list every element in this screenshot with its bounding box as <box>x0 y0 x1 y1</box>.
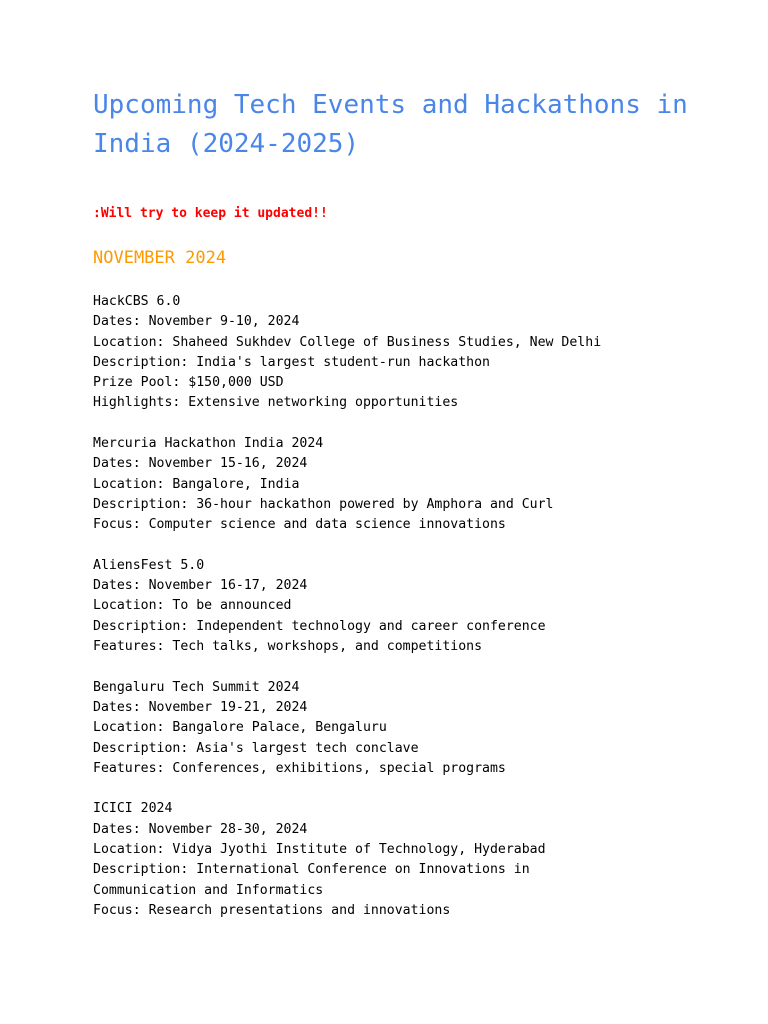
event-name: Mercuria Hackathon India 2024 <box>93 436 324 452</box>
event-location: Location: Bangalore, India <box>93 476 300 492</box>
event-description: Description: International Conference on Innovations in <box>93 862 530 878</box>
event-features: Features: Tech talks, workshops, and competitions <box>93 639 483 655</box>
event-prize-pool: Prize Pool: $150,000 USD <box>93 375 284 391</box>
event-location: Location: Shaheed Sukhdev College of Business Studies, New Delhi <box>93 334 602 350</box>
event-features: Features: Conferences, exhibitions, special programs <box>93 760 506 776</box>
event-dates: Dates: November 9-10, 2024 <box>93 314 300 330</box>
event-focus: Focus: Research presentations and innovations <box>93 902 451 918</box>
event-name: Bengaluru Tech Summit 2024 <box>93 679 300 695</box>
event-description: Description: Independent technology and career conference <box>93 618 546 634</box>
event-name: ICICI 2024 <box>93 801 173 817</box>
month-heading: NOVEMBER 2024 <box>93 248 227 268</box>
event-location: Location: Vidya Jyothi Institute of Technology, Hyderabad <box>93 842 546 858</box>
event-description-continued: Communication and Informatics <box>93 882 324 898</box>
event-name: HackCBS 6.0 <box>93 294 181 309</box>
event-dates: Dates: November 28-30, 2024 <box>93 821 308 837</box>
event-list <box>93 292 753 942</box>
event-dates: Dates: November 16-17, 2024 <box>93 578 308 594</box>
document-title: Upcoming Tech Events and Hackathons in India (2024-2025) <box>93 90 704 159</box>
event-dates: Dates: November 19-21, 2024 <box>93 699 308 715</box>
event-entry-hackcbs <box>93 292 753 414</box>
update-note: :Will try to keep it updated!! <box>93 206 328 221</box>
event-entry-aliensfest <box>93 556 753 657</box>
event-highlights: Highlights: Extensive networking opportunities <box>93 395 459 411</box>
event-entry-icici <box>93 799 753 921</box>
event-focus: Focus: Computer science and data science innovations <box>93 517 506 533</box>
event-description: Description: India's largest student-run hackathon <box>93 354 490 370</box>
event-description: Description: 36-hour hackathon powered by Amphora and Curl <box>93 496 554 512</box>
event-entry-bengaluru-tech-summit <box>93 678 753 779</box>
event-location: Location: Bangalore Palace, Bengaluru <box>93 720 387 736</box>
event-description: Description: Asia's largest tech conclave <box>93 740 419 756</box>
event-entry-mercuria <box>93 434 753 535</box>
event-dates: Dates: November 15-16, 2024 <box>93 456 308 472</box>
event-location: Location: To be announced <box>93 598 292 614</box>
event-name: AliensFest 5.0 <box>93 557 205 573</box>
